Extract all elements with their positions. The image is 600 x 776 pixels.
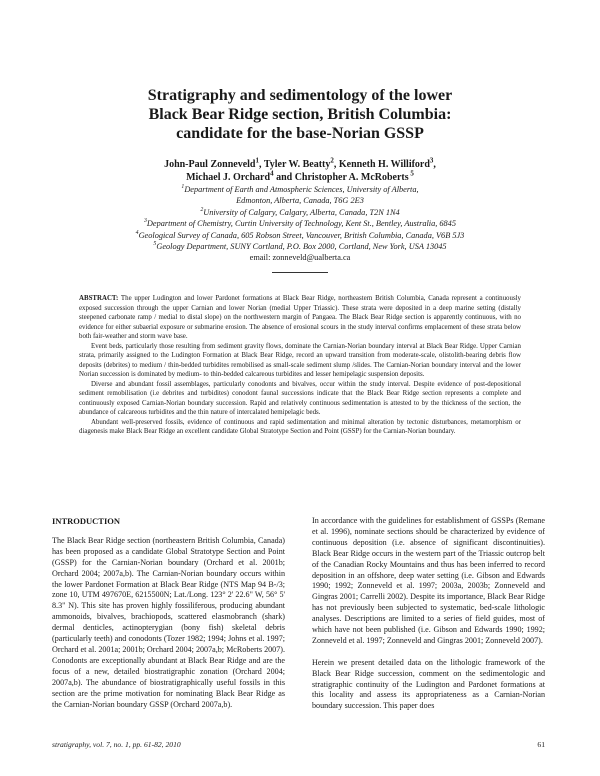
affiliation <box>60 241 540 252</box>
title-line: Black Bear Ridge section, British Columbia: <box>148 106 452 123</box>
affiliation-continued <box>60 195 540 206</box>
affiliation-text: Geological Survey of Canada, 605 Robson Street, Vancouver, British Columbia, Canada, V6B 5J3 <box>138 230 465 240</box>
separator-rule <box>272 272 328 273</box>
title-line: candidate for the base-Norian GSSP <box>176 125 424 142</box>
affiliation-marker: 2 <box>330 156 334 165</box>
affiliation <box>60 184 540 195</box>
body-paragraph: The Black Bear Ridge section (northeastern British Columbia, Canada) has been proposed as a candidate Global Stratotype Section and Point (GSSP) for the Carnian-Norian boundary (Orchard et al. 2001b; Orchard 2004; 2007a,b). The Carnian-Norian boundary occurs within the lower Pardonet Formation at Black Bear Ridge (NTS Map 94 B-/3; zone 10, UTM 497670E, 6215500N; Lat./Long. 123° 2' 22.6" W, 56° 5' 8.3" N). This site has proven highly fossiliferous, producing abundant ammonoids, bivalves, brachiopods, scattered elasmobranch (shark) dermal denticles, actinopterygian (bony fish) skeletal debris (particularly teeth) and conodonts (Tozer 1982; 1994; Johns et al. 1997; Orchard et al. 2001a; 2001b; Orchard 2004; 2007a,b; McRoberts 2007). Conodonts are exceptionally abundant at Black Bear Ridge and are the focus of a new, detailed biostratigraphic zonation (Orchard 2004; 2007a,b). The abundance of biostratigraphically useful fossils in this section are the prime motivation for nominating Black Bear Ridge as the Carnian-Norian boundary GSSP (Orchard 2007a,b). <box>52 535 285 709</box>
affiliation-number: 4 <box>135 229 139 236</box>
page-number: 61 <box>537 740 545 749</box>
author-line <box>60 171 540 184</box>
affiliation-marker: 5 <box>408 169 414 178</box>
paper-title <box>60 86 540 143</box>
title-line: Stratigraphy and sedimentology of the lower <box>147 87 453 104</box>
author-separator: , <box>258 159 264 170</box>
affiliation-text: University of Calgary, Calgary, Alberta, Canada, T2N 1N4 <box>203 207 400 217</box>
abstract-paragraph <box>79 294 521 342</box>
section-heading: INTRODUCTION <box>52 516 121 526</box>
affiliation-number: 2 <box>200 207 204 214</box>
author-separator: and <box>273 172 295 183</box>
abstract-text: The upper Ludington and lower Pardonet formations at Black Bear Ridge, northeastern British Columbia, Canada represent a continuously exposed succession through the upper Carnian and lower Norian (medial Upper Triassic). These strata were deposited in a deep marine setting (distally steepened carbonate ramp / medial to distal slope) on the northwestern margin of Pangaea. The Black Bear Ridge section is apparently continuous, with no evidence for either subaerial exposure or submarine erosion. The absence of erosional scours in the study interval confirms emplacement of these strata below both fair-weather and storm wave base. <box>79 295 521 340</box>
affiliation <box>60 207 540 218</box>
abstract-label: ABSTRACT: <box>79 295 119 302</box>
affiliation-text: Department of Earth and Atmospheric Sciences, University of Alberta, <box>184 185 419 194</box>
affiliation-text: Geology Department, SUNY Cortland, P.O. Box 2000, Cortland, New York, USA 13045 <box>156 242 447 252</box>
abstract-paragraph: Abundant well-preserved fossils, evidence of continuous and rapid sedimentation and minimal alteration by tectonic disturbances, metamorphism or diagenesis make Black Bear Ridge an excellent candidate Global Stratotype Section and Point (GSSP) for the Carnian-Norian boundary. <box>79 418 521 435</box>
author-name: Kenneth H. Williford <box>338 159 430 170</box>
author-name: John-Paul Zonneveld <box>164 159 256 170</box>
author-line <box>60 158 540 171</box>
journal-citation: stratigraphy, vol. 7, no. 1, pp. 61-82, 2010 <box>52 740 181 749</box>
affiliations <box>60 184 540 264</box>
affiliation-marker: 1 <box>255 156 259 165</box>
author-name: Tyler W. Beatty <box>263 159 331 170</box>
body-paragraph: Herein we present detailed data on the lithologic framework of the Black Bear Ridge succession, comment on the sedimentologic and stratigraphic continuity of the Ludington and Pardonet formations at this locality and assess its appropriateness as a Carnian-Norian boundary succession. This paper does <box>312 657 545 711</box>
affiliation-number: 5 <box>153 241 157 248</box>
corresponding-email[interactable]: email: zonneveld@ualberta.ca <box>249 253 351 263</box>
page-footer <box>52 740 545 749</box>
affiliation-text: Department of Chemistry, Curtin University of Technology, Kent St., Bentley, Australia, 6845 <box>146 219 456 229</box>
abstract-paragraph: Diverse and abundant fossil assemblages, particularly conodonts and bivalves, occur within the study interval. Despite evidence of post-depositional sediment remobilisation (i.e debrites and turbidites) conodont faunal successions indicate that the Black Bear Ridge section represents a complete and continuously exposed Carnian-Norian boundary succession. Rapid and relatively continuous sedimentation is attested to by the thickness of the section, the abundance of calcareous turbidites and the thin nature of intercalated hemipelagic beds. <box>79 380 521 416</box>
abstract-paragraph: Event beds, particularly those resulting from sediment gravity flows, dominate the Carnian-Norian boundary interval at Black Bear Ridge. Upper Carnian strata, primarily assigned to the Ludington Formation at Black Bear Ridge, record an upward transition from moderate-scale, olistolith-bearing debris flow deposits (debrites) to medium / thin-bedded turbidites remobilised as small-scale sediment slump /slides. The Carnian-Norian boundary interval and the lower Norian succession is dominated by medium- to thin-bedded calcareous turbidites and lesser hemipelagic suspension deposits. <box>79 342 521 378</box>
author-name: Michael J. Orchard <box>186 172 271 183</box>
affiliation-marker: 4 <box>270 169 274 178</box>
author-list <box>60 158 540 184</box>
author-separator: , <box>433 159 436 170</box>
affiliation <box>60 230 540 241</box>
affiliation-number: 1 <box>181 184 185 191</box>
body-column-left <box>52 516 285 710</box>
affiliation-number: 3 <box>144 218 147 225</box>
author-separator: , <box>333 159 339 170</box>
body-paragraph: In accordance with the guidelines for establishment of GSSPs (Remane et al. 1996), nominate sections should be characterized by evidence of continuous deposition (i.e. absence of significant discontinuities). Black Bear Ridge occurs in the western part of the Triassic outcrop belt of the Canadian Rocky Mountains and thus has been inferred to record deposition in an offshore, deep water setting (i.e. Gibson and Edwards 1990; 1992; Zonneveld et al. 1997; 2003a, 2003b; Zonneveld and Gingras 2001; Carrelli 2002). Despite its importance, Black Bear Ridge has not previously been subjected to systematic, bed-scale lithologic analyses. Descriptions are limited to a series of field guides, most of which have not been published (i.e. Gibson and Edwards 1990; 1992; Zonneveld et al. 1997; Zonneveld and Gingras 2001; Zonneveld 2007). <box>312 516 545 645</box>
abstract <box>79 294 521 437</box>
body-column-right <box>312 516 545 712</box>
affiliation-text: Edmonton, Alberta, Canada, T6G 2E3 <box>236 196 364 206</box>
affiliation <box>60 218 540 229</box>
author-name: Christopher A. McRoberts <box>294 172 409 183</box>
affiliation-marker: 3 <box>429 156 434 165</box>
